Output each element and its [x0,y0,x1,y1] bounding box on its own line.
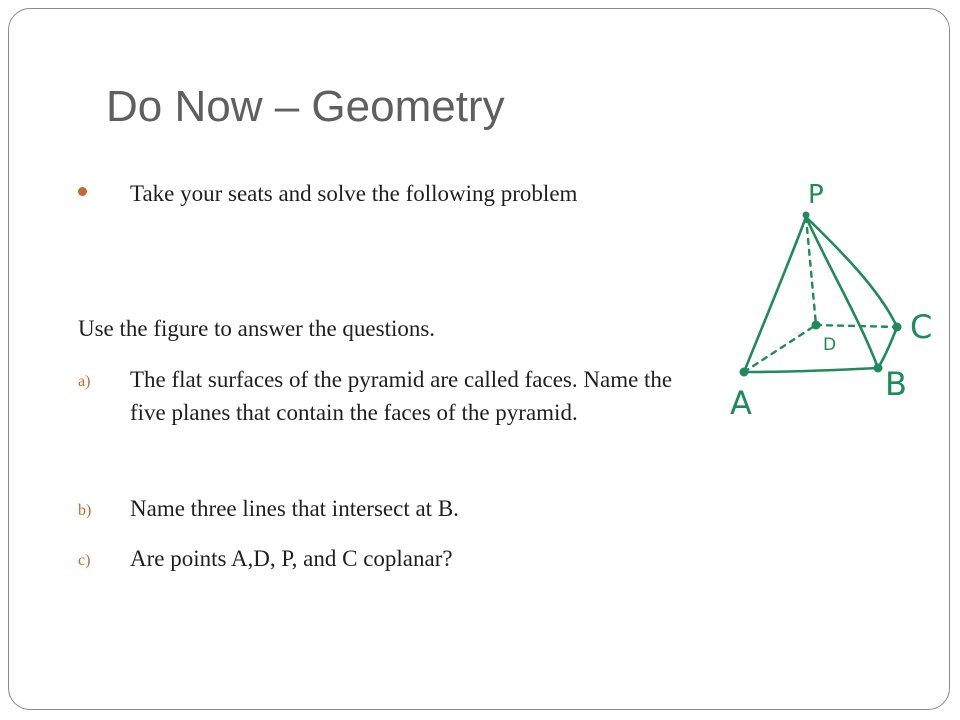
point-p [803,212,810,219]
edge-pb [806,217,878,368]
bullet-text: Take your seats and solve the following problem [130,181,578,206]
bullet-dot-icon [78,187,87,196]
edge-pa [744,217,806,372]
point-c [893,323,902,332]
point-a [740,368,749,377]
question-marker: a) [78,373,91,390]
label-b: B [885,365,907,403]
edge-bc [878,327,897,368]
point-b [874,364,883,373]
label-d: D [823,335,837,355]
slide-title: Do Now – Geometry [106,82,505,131]
question-marker: b) [78,502,92,519]
label-p: P [808,180,824,210]
pyramid-figure [720,165,950,425]
intro-text: Use the figure to answer the questions. [78,316,436,341]
label-c: C [910,308,933,346]
question-text: Are points A,D, P, and C coplanar? [130,546,453,571]
edge-dc [816,325,897,327]
question-marker: c) [78,552,91,569]
point-d [812,321,821,330]
edge-ab [744,368,878,372]
label-a: A [730,384,752,422]
question-text: The flat surfaces of the pyramid are called faces. Name the five planes that contain the faces of the pyramid. [130,367,673,425]
question-text: Name three lines that intersect at B. [130,496,459,521]
